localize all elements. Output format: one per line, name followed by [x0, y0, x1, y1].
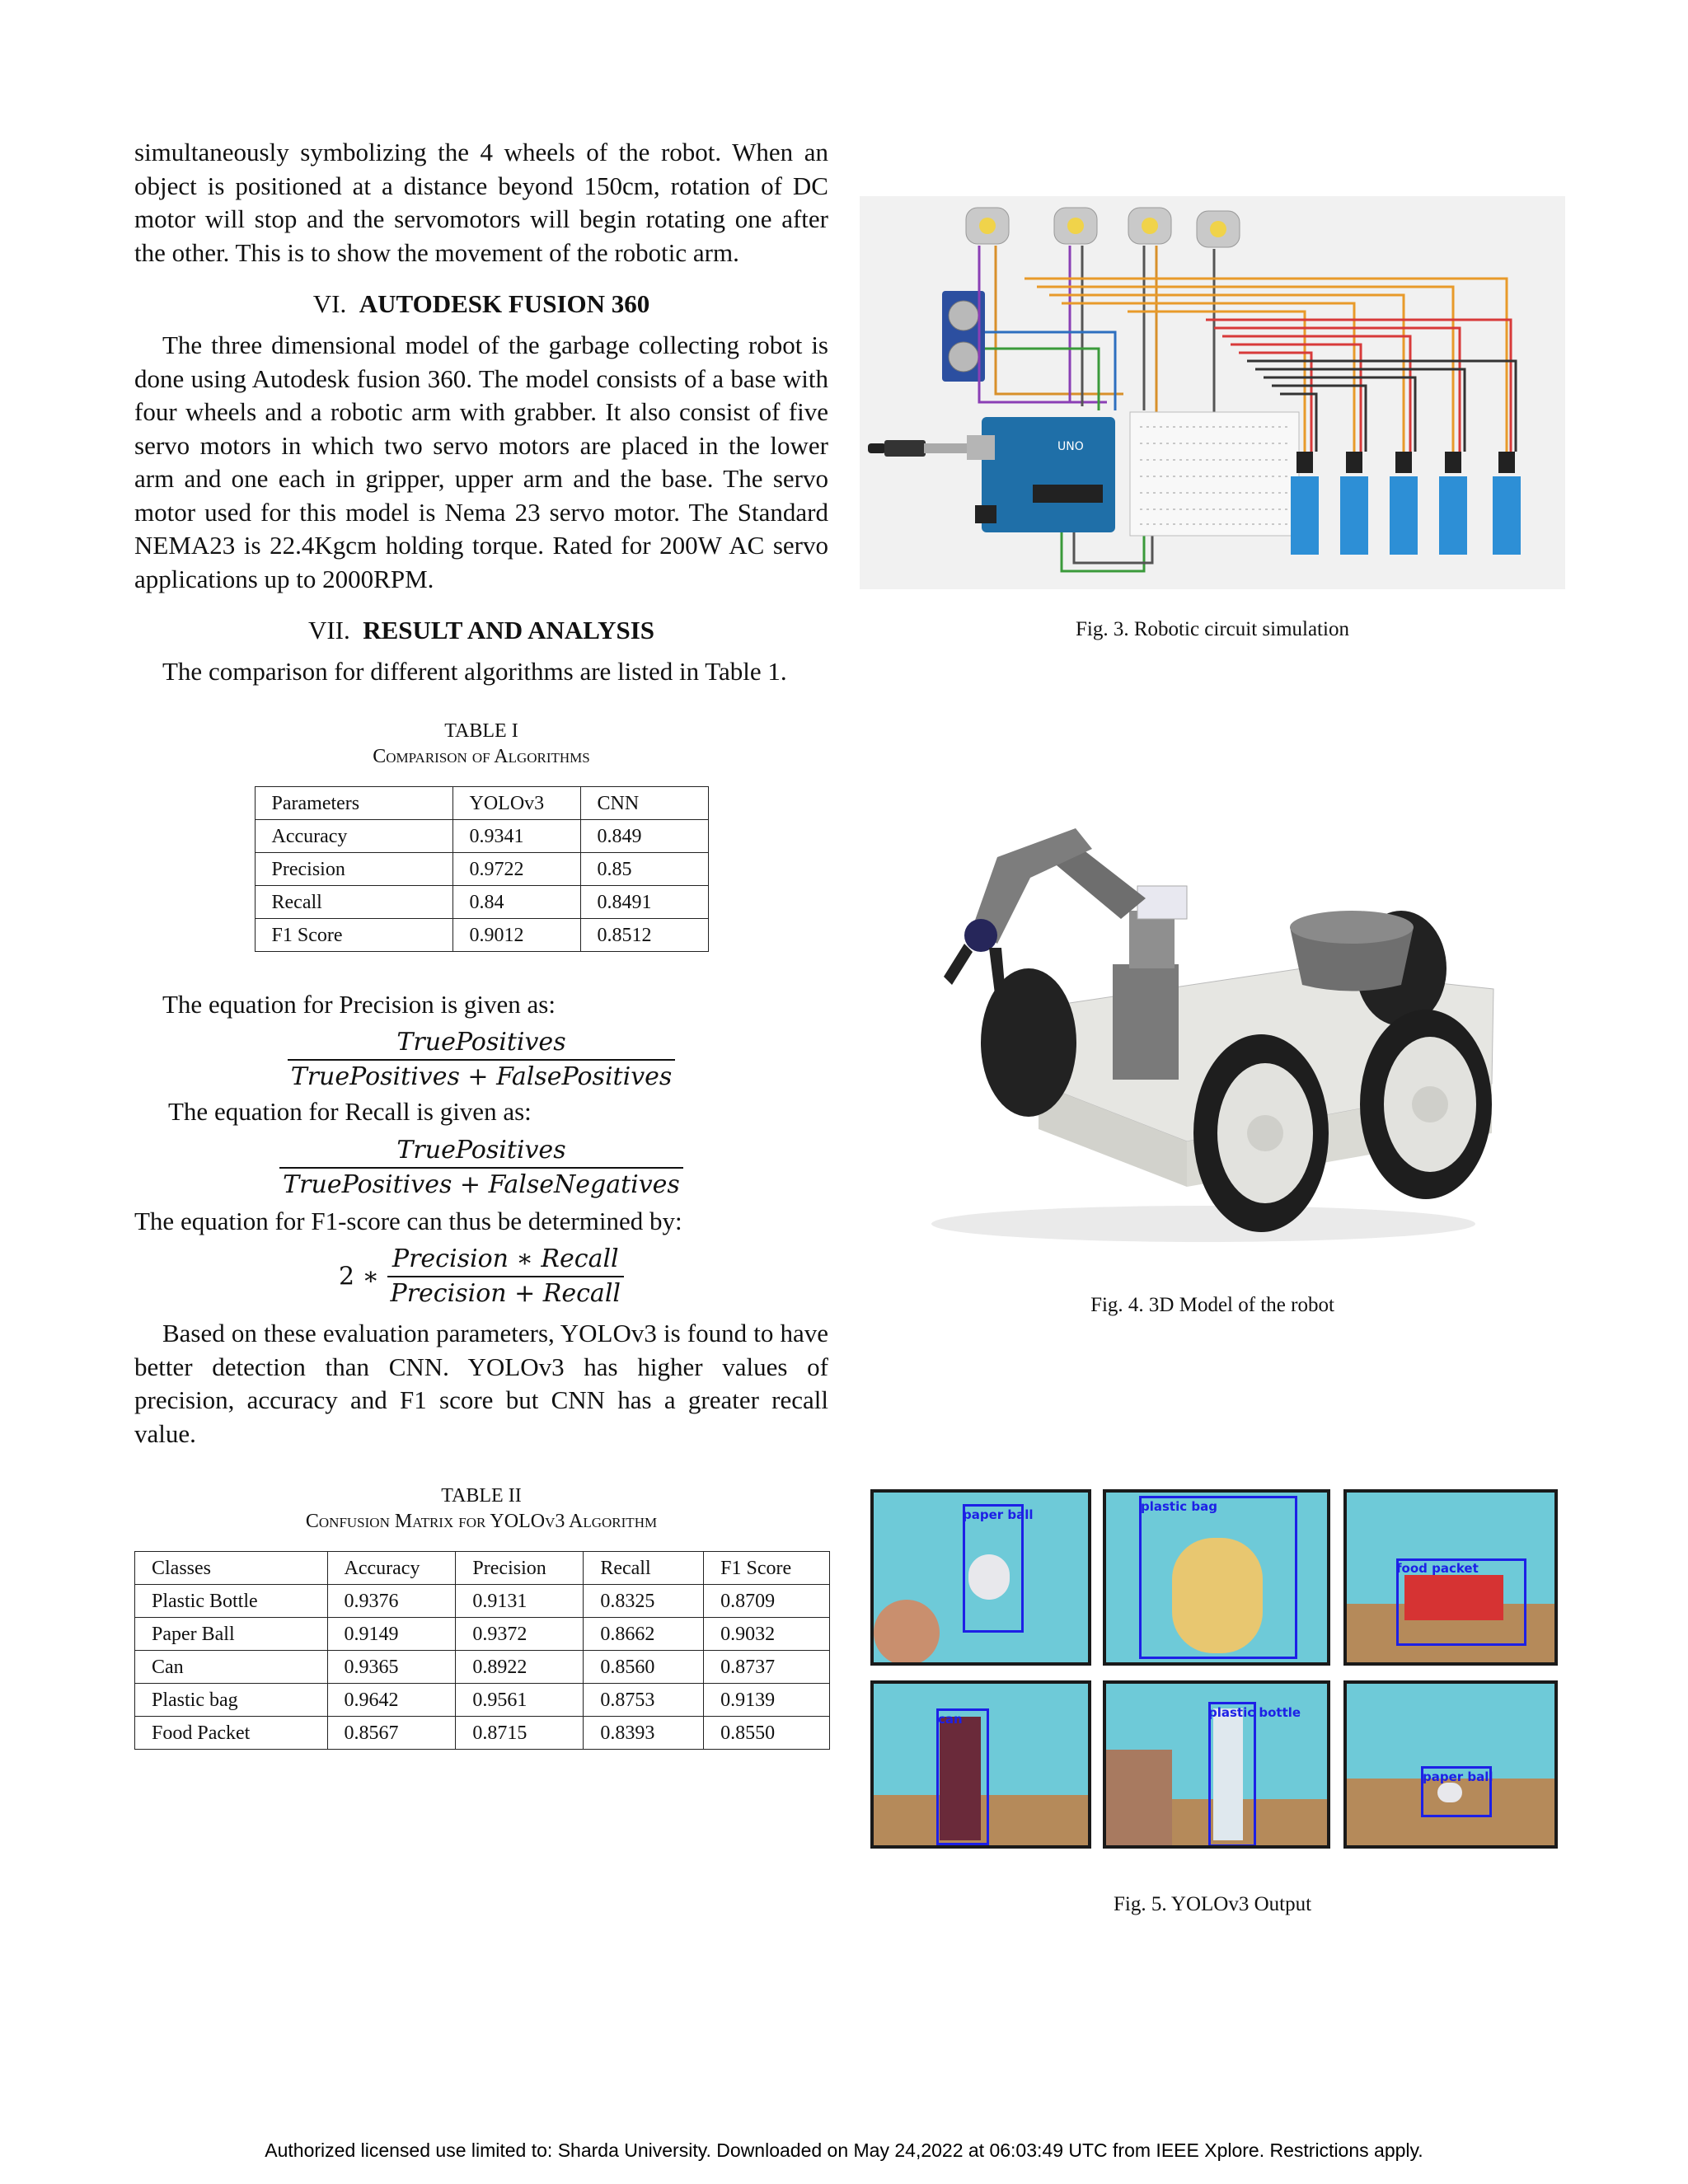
table-cell: 0.8550: [704, 1717, 830, 1750]
detection-box: [1208, 1702, 1256, 1847]
table-header-cell: Accuracy: [327, 1552, 456, 1585]
section7-paragraph: The comparison for different algorithms are listed in Table 1.: [162, 657, 787, 686]
fig4-caption: Fig. 4. 3D Model of the robot: [1090, 1294, 1334, 1316]
table-cell: Food Packet: [135, 1717, 328, 1750]
table-row: [255, 918, 708, 951]
table-cell: 0.8753: [584, 1684, 704, 1717]
table-cell: 0.9642: [327, 1684, 456, 1717]
fig3-caption: Fig. 3. Robotic circuit simulation: [1076, 618, 1349, 640]
table-cell: Plastic Bottle: [135, 1585, 328, 1618]
precision-fraction: [288, 1026, 676, 1094]
table-cell: 0.9372: [456, 1618, 584, 1651]
table1: [255, 786, 709, 952]
arduino-board: [967, 417, 1115, 532]
yolo-tile-paper-ball: [870, 1489, 1091, 1666]
section-heading-7: [134, 614, 828, 647]
table-row: [135, 1717, 830, 1750]
circuit-diagram: [860, 196, 1565, 589]
footer-license: Authorized licensed use limited to: Sharda University. Downloaded on May 24,2022 at 06:03:49 UTC from IEEE Xplore. Restrictions apply.: [265, 2139, 1423, 2161]
section-number: VI.: [312, 289, 347, 318]
f1-prefix: 2 ∗: [338, 1262, 379, 1291]
hand-shape: [1106, 1750, 1172, 1849]
section6-paragraph: The three dimensional model of the garbage collecting robot is done using Autodesk fusion 360. The model consists of a base with four wheels and a robotic arm with grabber. It also consist of five servo motors in which two servo motors are placed in the lower arm and one each in gripper, upper arm and the base. The servo motor used for this model is Nema 23 servo motor. The Standard NEMA23 is 22.4Kgcm holding torque. Rated for 200W AC servo applications up to 2000RPM.: [134, 330, 828, 593]
table2-caption: [134, 1483, 828, 1535]
table2-wrapper: [134, 1551, 828, 1750]
table-cell: Plastic bag: [135, 1684, 328, 1717]
detection-label: plastic bag: [1141, 1499, 1217, 1514]
section-title: AUTODESK FUSION 360: [359, 289, 650, 318]
table-cell: 0.9365: [327, 1651, 456, 1684]
hand-shape: [874, 1600, 940, 1666]
table-header-cell: Parameters: [255, 786, 452, 819]
table-cell: 0.9376: [327, 1585, 456, 1618]
conclusion-paragraph: Based on these evaluation parameters, YOLOv3 is found to have better detection than CNN. YOLOv3 has higher values of precision, accuracy and F1 score but CNN has a greater recall value.: [134, 1319, 828, 1448]
fraction-numerator: TruePositives: [288, 1026, 676, 1061]
f1-fraction: [387, 1243, 624, 1310]
detection-box: [963, 1504, 1024, 1633]
fraction-numerator: TruePositives: [279, 1134, 683, 1169]
yolo-tile-plastic-bottle: [1103, 1680, 1330, 1849]
detection-label: paper ball: [963, 1507, 1034, 1522]
table-cell: 0.9012: [452, 918, 580, 951]
usb-cable: [868, 440, 973, 457]
table-row: [255, 852, 708, 885]
board-label: UNO: [1057, 440, 1084, 453]
f1-equation: [134, 1243, 828, 1310]
table-cell: Recall: [255, 885, 452, 918]
servo-motors: [1291, 452, 1521, 555]
table-cell: Can: [135, 1651, 328, 1684]
section-heading-6: [134, 288, 828, 321]
table-header-cell: F1 Score: [704, 1552, 830, 1585]
table-header-cell: Classes: [135, 1552, 328, 1585]
detection-box: [936, 1708, 989, 1845]
table1-caption: [134, 719, 828, 770]
table-row: [255, 885, 708, 918]
table-cell: 0.9139: [704, 1684, 830, 1717]
detection-label: can: [938, 1712, 963, 1727]
table-cell: 0.84: [452, 885, 580, 918]
table-cell: 0.8325: [584, 1585, 704, 1618]
detection-label: food packet: [1396, 1561, 1479, 1576]
table-cell: Paper Ball: [135, 1618, 328, 1651]
fig5-caption: Fig. 5. YOLOv3 Output: [1113, 1893, 1312, 1915]
yolo-tile-food-packet: [1343, 1489, 1558, 1666]
fraction-denominator: TruePositives + FalseNegatives: [283, 1169, 680, 1199]
detection-label: plastic bottle: [1208, 1705, 1301, 1720]
f1-intro: The equation for F1-score can thus be determined by:: [134, 1206, 682, 1235]
recall-intro: The equation for Recall is given as:: [168, 1097, 532, 1126]
fraction-numerator: Precision ∗ Recall: [387, 1243, 624, 1277]
table-row: [135, 1651, 830, 1684]
fig3-image: [860, 196, 1565, 589]
table2: [134, 1551, 830, 1750]
table-header-row: [135, 1552, 830, 1585]
yolo-tile-plastic-bag: [1103, 1489, 1330, 1666]
table-header-cell: CNN: [580, 786, 708, 819]
table-header-cell: Recall: [584, 1552, 704, 1585]
breadboard: [1130, 412, 1299, 536]
fraction-denominator: TruePositives + FalsePositives: [290, 1062, 673, 1091]
recall-equation: [134, 1134, 828, 1202]
table-cell: 0.8393: [584, 1717, 704, 1750]
fraction-denominator: Precision + Recall: [390, 1279, 621, 1308]
table-row: [135, 1618, 830, 1651]
table-cell: 0.849: [580, 819, 708, 852]
recall-fraction: [279, 1134, 683, 1202]
table-cell: Precision: [255, 852, 452, 885]
robot-3d-render: [874, 812, 1500, 1257]
table-header-cell: YOLOv3: [452, 786, 580, 819]
table-cell: 0.8737: [704, 1651, 830, 1684]
table-cell: 0.9149: [327, 1618, 456, 1651]
table1-label: TABLE I: [444, 719, 518, 742]
table-row: [135, 1684, 830, 1717]
section-number: VII.: [307, 616, 350, 644]
table-cell: 0.8560: [584, 1651, 704, 1684]
table-cell: 0.9341: [452, 819, 580, 852]
yolo-tile-can: [870, 1680, 1091, 1849]
section-title: RESULT AND ANALYSIS: [363, 616, 655, 644]
left-column: [134, 136, 828, 1750]
yolo-tile-paper-ball-2: [1343, 1680, 1558, 1849]
fig4-image: [874, 812, 1500, 1257]
table-cell: 0.85: [580, 852, 708, 885]
table-cell: 0.9131: [456, 1585, 584, 1618]
precision-equation: [134, 1026, 828, 1094]
dc-motors: [966, 208, 1240, 247]
table1-title: Comparison of Algorithms: [373, 745, 590, 767]
detection-label: paper ball: [1423, 1769, 1493, 1784]
table-cell: 0.8567: [327, 1717, 456, 1750]
precision-intro: The equation for Precision is given as:: [162, 989, 556, 1019]
table-header-cell: Precision: [456, 1552, 584, 1585]
table-cell: 0.8662: [584, 1618, 704, 1651]
table-cell: 0.9561: [456, 1684, 584, 1717]
table-cell: 0.8491: [580, 885, 708, 918]
table-cell: Accuracy: [255, 819, 452, 852]
table-cell: 0.9722: [452, 852, 580, 885]
table-cell: 0.8512: [580, 918, 708, 951]
table2-label: TABLE II: [441, 1485, 522, 1507]
intro-paragraph: simultaneously symbolizing the 4 wheels of the robot. When an object is positioned at a distance beyond 150cm, rotation of DC motor will stop and the servomotors will begin rotating one after the other. This is to show the movement of the robotic arm.: [134, 138, 828, 267]
table-row: [255, 819, 708, 852]
table-cell: 0.8715: [456, 1717, 584, 1750]
table-cell: 0.8922: [456, 1651, 584, 1684]
table1-wrapper: [134, 786, 828, 952]
table-header-row: [255, 786, 708, 819]
table-cell: 0.8709: [704, 1585, 830, 1618]
table-cell: F1 Score: [255, 918, 452, 951]
detection-box: [1139, 1496, 1297, 1659]
table2-title: Confusion Matrix for YOLOv3 Algorithm: [305, 1511, 658, 1532]
table-cell: 0.9032: [704, 1618, 830, 1651]
table-row: [135, 1585, 830, 1618]
